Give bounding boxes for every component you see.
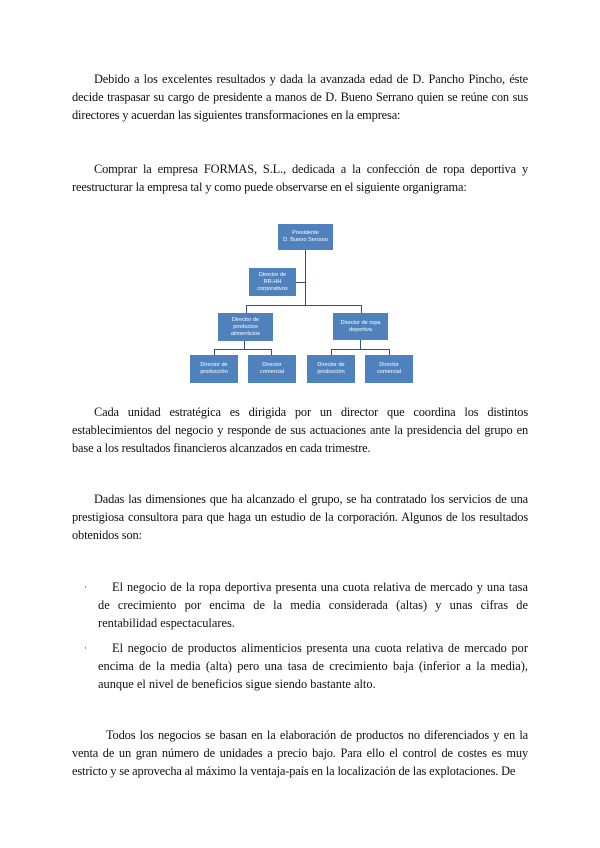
bullet-text: El negocio de la ropa deportiva presenta una cuota relativa de mercado y una tasa de crecimiento por encima de la media considerada (altas) y unas cifras de rentabilidad espectaculares. — [98, 580, 528, 630]
paragraph-intro: Debido a los excelentes resultados y dada la avanzada edad de D. Pancho Pincho, éste decide traspasar su cargo de presidente a manos de D. Bueno Serrano quien se reúne con sus directores y acuerdan las siguientes transformaciones en la empresa: — [72, 72, 528, 122]
org-box-food-production: Director de producción — [190, 355, 238, 383]
connector-sport-trunk — [360, 340, 361, 349]
paragraph-consultancy: Dadas las dimensiones que ha alcanzado el grupo, se ha contratado los servicios de una prestigiosa consultora para que haga un estudio de la corporación. Algunos de los resultados obtenidos son: — [72, 492, 528, 542]
connector-hr — [296, 282, 305, 283]
connector-food-horizontal — [214, 349, 272, 350]
org-box-sport-director: Director de ropa deportiva — [333, 313, 388, 340]
connector-level2-horizontal — [246, 305, 362, 306]
bullet-text: El negocio de productos alimenticios presenta una cuota relativa de mercado por encima de la media (alta) pero una tasa de crecimiento baja (inferior a la media), aunque el nivel de beneficios sigue siendo bastante alto. — [98, 641, 528, 691]
org-box-president: Presidente D. Bueno Serrano — [278, 224, 333, 250]
org-box-sport-commercial: Director comercial — [365, 355, 413, 383]
paragraph-strategic-units: Cada unidad estratégica es dirigida por un director que coordina los distintos establecimientos del negocio y responde de sus actuaciones ante la presidencia del grupo en base a los resultados financieros alcanzados en cada trimestre. — [72, 405, 528, 455]
bullet-item — [84, 578, 528, 632]
paragraph-business-model: Todos los negocios se basan en la elaboración de productos no diferenciados y en la venta de un gran número de unidades a precio bajo. Para ello el control de costes es muy estricto y se aprovecha al máximo la ventaja-país en la localización de las explotaciones. De — [72, 728, 528, 778]
org-box-hr-director: Director de RR.HH corporativos — [249, 268, 296, 296]
connector-sport — [361, 305, 362, 313]
bullet-marker: · — [84, 582, 87, 592]
connector-sport-horizontal — [331, 349, 390, 350]
org-box-food-director: Director de productos alimenticios — [218, 313, 273, 341]
paragraph-acquisition: Comprar la empresa FORMAS, S.L., dedicada a la confección de ropa deportiva y reestructurar la empresa tal y como puede observarse en el siguiente organigrama: — [72, 162, 528, 194]
bullet-marker: · — [84, 643, 87, 653]
connector-food-trunk — [244, 341, 245, 349]
connector-president-trunk — [305, 250, 306, 306]
bullet-item — [84, 639, 528, 693]
org-box-sport-production: Director de producción — [307, 355, 355, 383]
org-box-food-commercial: Director comercial — [248, 355, 296, 383]
